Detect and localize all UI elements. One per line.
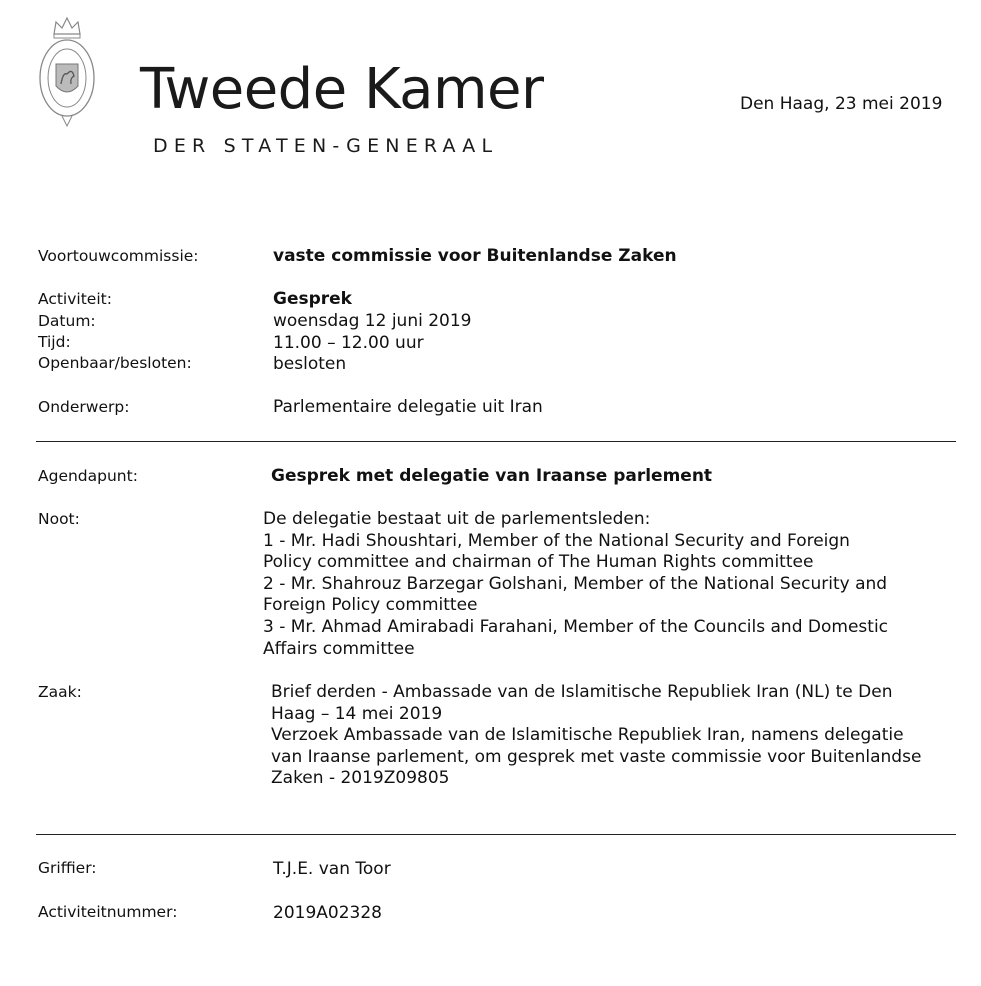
noot-text	[263, 509, 888, 660]
activiteit-value: Gesprek	[273, 289, 352, 309]
onderwerp-value: Parlementaire delegatie uit Iran	[273, 397, 543, 417]
noot-line: Policy committee and chairman of The Human Rights committee	[263, 552, 814, 573]
noot-line: Affairs committee	[263, 638, 415, 659]
noot-line: 1 - Mr. Hadi Shoushtari, Member of the National Security and Foreign	[263, 530, 850, 551]
activiteitnummer-value: 2019A02328	[273, 903, 382, 923]
griffier-value: T.J.E. van Toor	[273, 859, 391, 879]
datum-label: Datum:	[38, 312, 96, 330]
noot-line: De delegatie bestaat uit de parlementsleden:	[263, 509, 651, 529]
noot-line: 3 - Mr. Ahmad Amirabadi Farahani, Member of the Councils and Domestic	[263, 616, 889, 637]
voortouw-value: vaste commissie voor Buitenlandse Zaken	[273, 246, 677, 266]
noot-line: 2 - Mr. Shahrouz Barzegar Golshani, Member of the National Security and	[263, 573, 888, 594]
onderwerp-label: Onderwerp:	[38, 398, 130, 416]
openbaar-label: Openbaar/besloten:	[38, 354, 192, 372]
activiteitnummer-label: Activiteitnummer:	[38, 903, 178, 921]
org-subtitle: DER STATEN-GENERAAL	[153, 135, 499, 157]
zaak-line: van Iraanse parlement, om gesprek met vaste commissie voor Buitenlandse	[271, 746, 922, 767]
org-name: Tweede Kamer	[140, 57, 544, 122]
zaak-label: Zaak:	[38, 683, 82, 701]
zaak-line: Verzoek Ambassade van de Islamitische Republiek Iran, namens delegatie	[271, 725, 904, 746]
griffier-label: Griffier:	[38, 859, 97, 877]
tijd-label: Tijd:	[38, 333, 71, 351]
noot-label: Noot:	[38, 510, 80, 528]
tijd-value: 11.00 – 12.00 uur	[273, 333, 424, 353]
agendapunt-value: Gesprek met delegatie van Iraanse parlement	[271, 466, 713, 486]
voortouw-label: Voortouwcommissie:	[38, 247, 199, 265]
zaak-line: Brief derden - Ambassade van de Islamitische Republiek Iran (NL) te Den	[271, 682, 893, 702]
divider	[36, 441, 956, 442]
letter-date: Den Haag, 23 mei 2019	[740, 94, 943, 114]
zaak-text	[271, 682, 921, 790]
activiteit-label: Activiteit:	[38, 290, 112, 308]
zaak-line: Zaken - 2019Z09805	[271, 768, 450, 789]
agendapunt-label: Agendapunt:	[38, 467, 138, 485]
tweede-kamer-crest-logo	[36, 12, 98, 132]
noot-line: Foreign Policy committee	[263, 595, 478, 616]
openbaar-value: besloten	[273, 354, 347, 374]
divider	[36, 834, 956, 835]
datum-value: woensdag 12 juni 2019	[273, 311, 472, 331]
zaak-line: Haag – 14 mei 2019	[271, 703, 443, 724]
